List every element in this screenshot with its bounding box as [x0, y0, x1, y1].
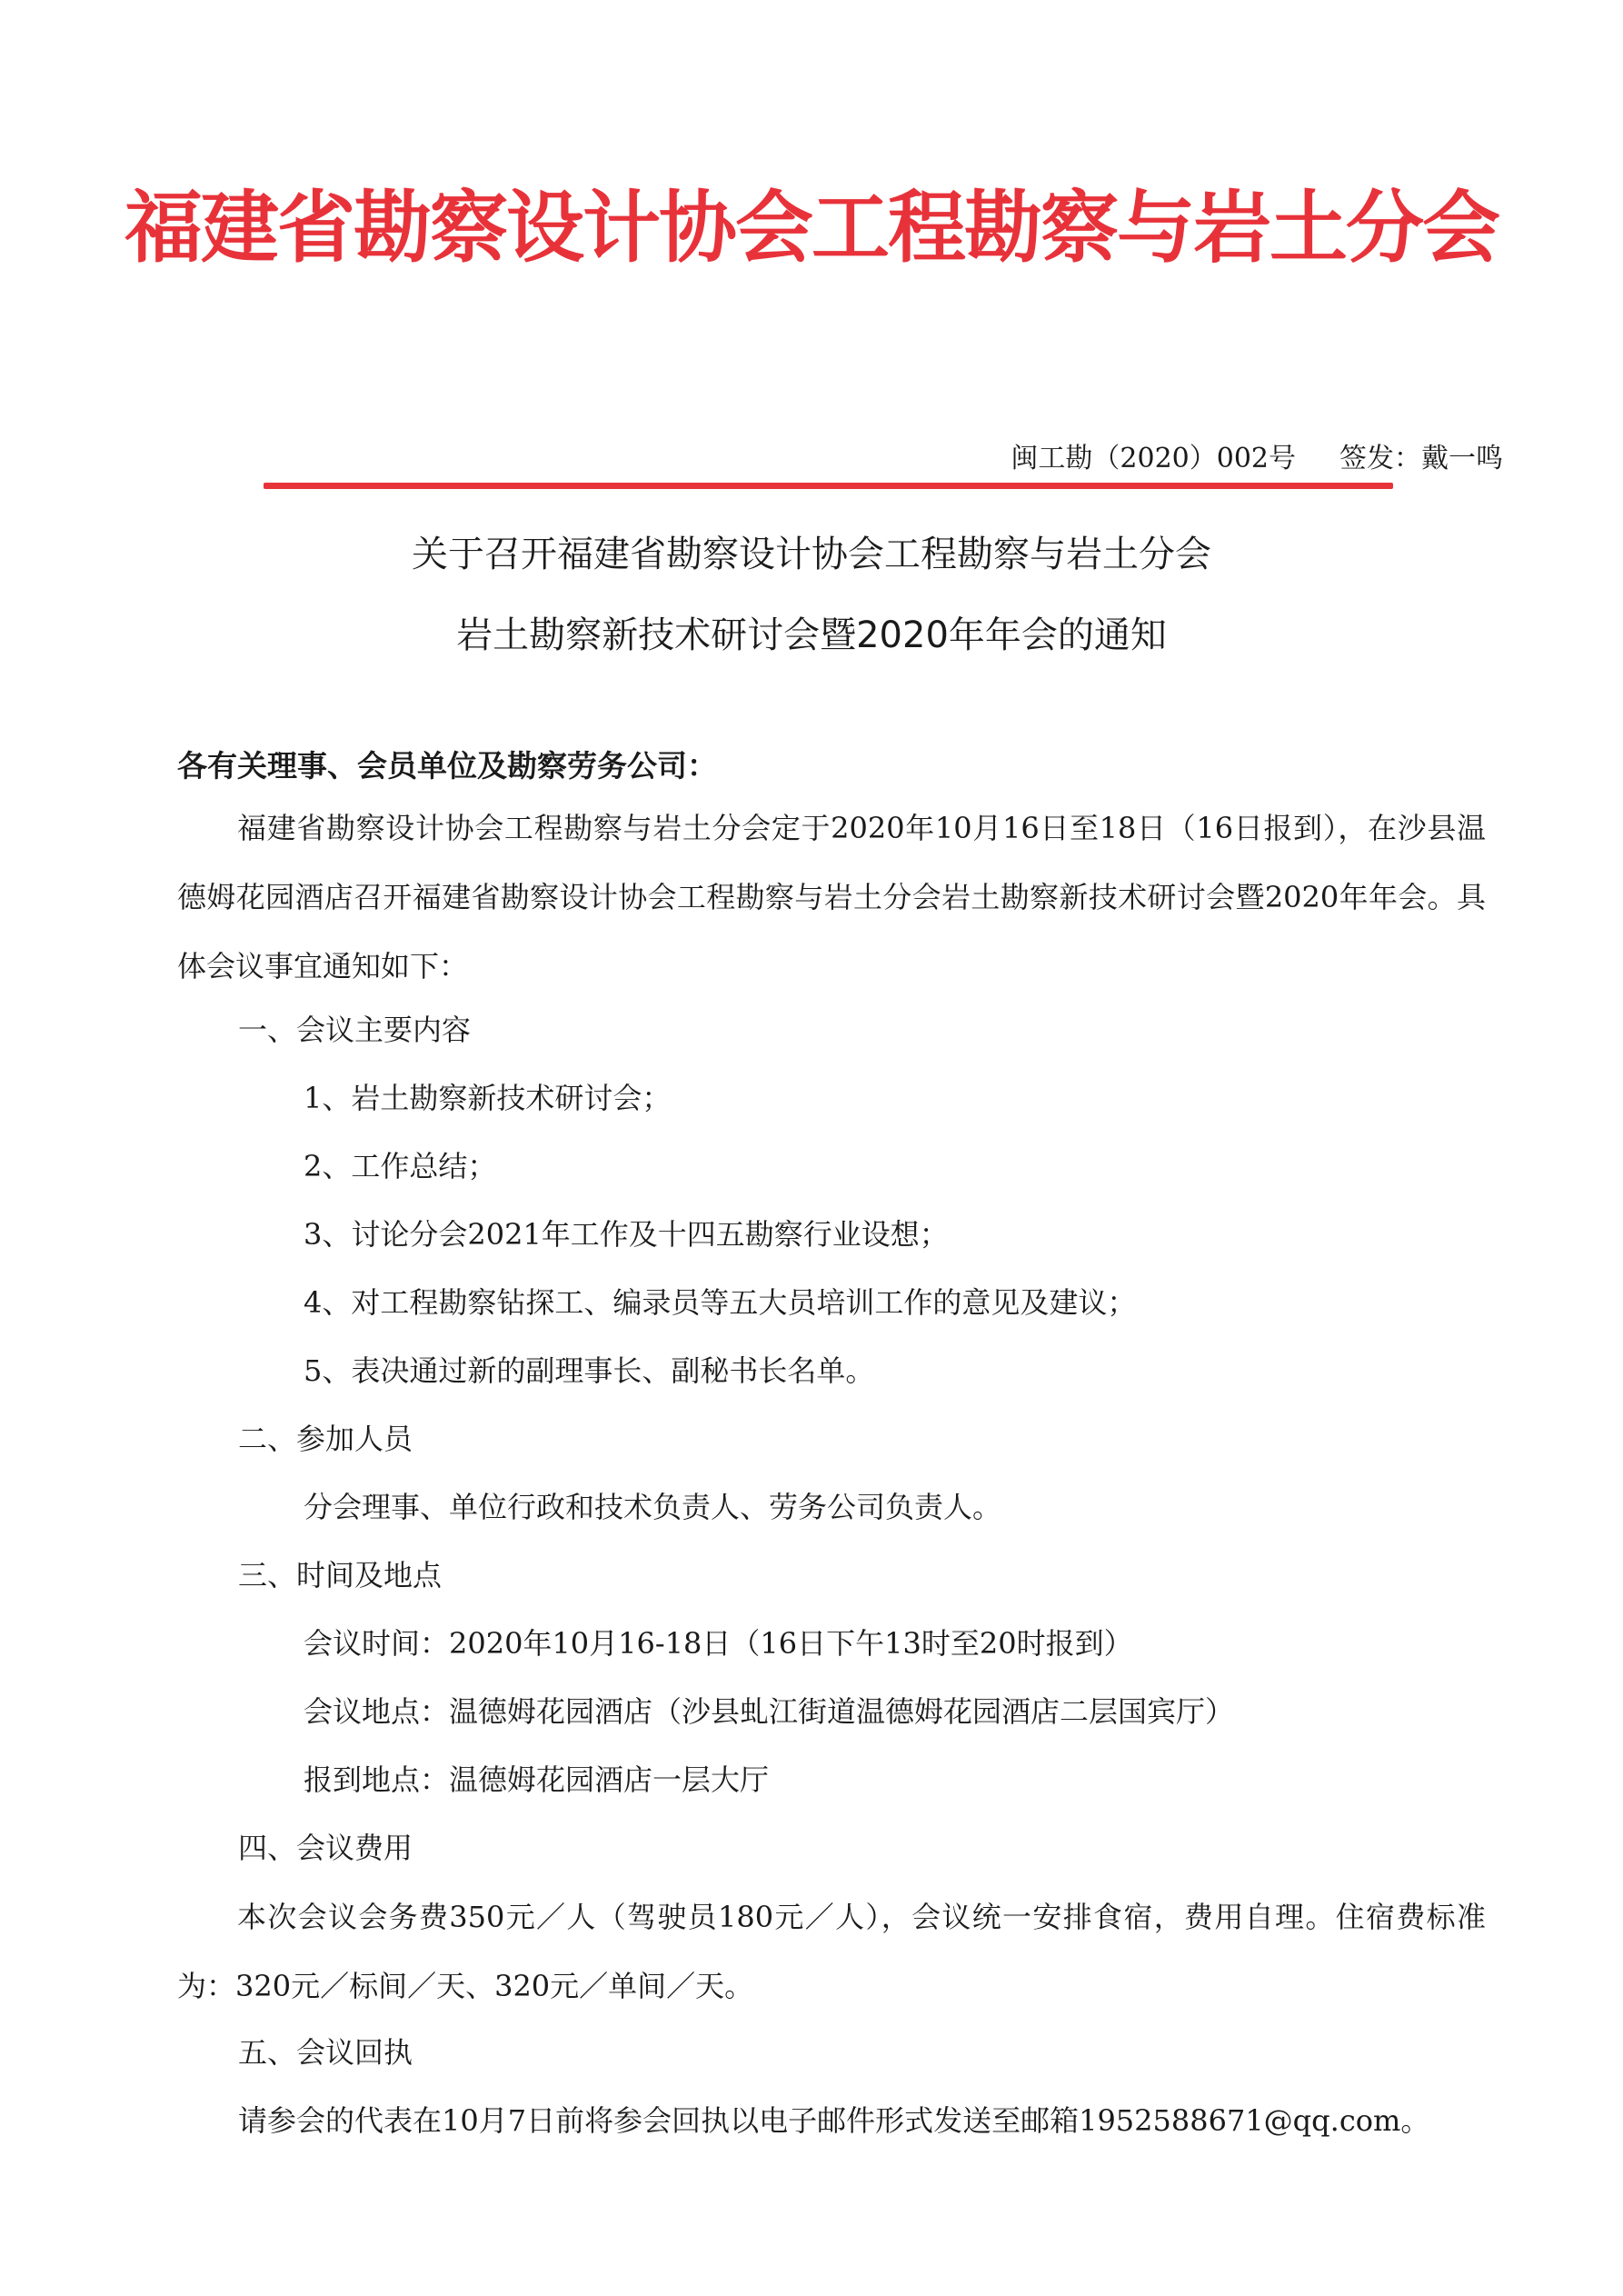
red-divider — [264, 483, 1393, 489]
doc-number-line — [1011, 439, 1503, 479]
registration-venue: 报到地点：温德姆花园酒店一层大厅 — [304, 1762, 770, 1797]
list-item: 4、对工程勘察钻探工、编录员等五大员培训工作的意见及建议； — [304, 1285, 1137, 1320]
list-item: 5、表决通过新的副理事长、副秘书长名单。 — [304, 1353, 875, 1388]
fee-paragraph: 本次会议会务费350元／人（驾驶员180元／人），会议统一安排食宿，费用自理。住宿费标准为：320元／标间／天、320元／单间／天。 — [177, 1900, 1486, 2003]
salutation: 各有关理事、会员单位及勘察劳务公司： — [177, 748, 717, 784]
section-heading-2: 二、参加人员 — [238, 1422, 413, 1456]
section-heading-1: 一、会议主要内容 — [238, 1013, 472, 1047]
intro-paragraph: 福建省勘察设计协会工程勘察与岩土分会定于2020年10月16日至18日（16日报到），在沙县温德姆花园酒店召开福建省勘察设计协会工程勘察与岩土分会岩土勘察新技术研讨会暨2020年年会。具体会议事宜通知如下： — [177, 811, 1486, 983]
signer: 签发：戴一鸣 — [1339, 443, 1503, 474]
meeting-venue: 会议地点：温德姆花园酒店（沙县虬江街道温德姆花园酒店二层国宾厅） — [304, 1694, 1235, 1729]
section-heading-5: 五、会议回执 — [238, 2035, 413, 2070]
list-item: 1、岩土勘察新技术研讨会； — [304, 1081, 672, 1115]
section-heading-3: 三、时间及地点 — [238, 1558, 443, 1592]
doc-title-line-1: 关于召开福建省勘察设计协会工程勘察与岩土分会 — [412, 534, 1211, 575]
participants-text: 分会理事、单位行政和技术负责人、劳务公司负责人。 — [304, 1490, 1002, 1524]
doc-number: 闽工勘（2020）002号 — [1011, 443, 1296, 474]
org-header: 福建省勘察设计协会工程勘察与岩土分会 — [124, 183, 1499, 274]
section-heading-4: 四、会议费用 — [238, 1831, 413, 1865]
reply-instructions: 请参会的代表在10月7日前将参会回执以电子邮件形式发送至邮箱1952588671@qq.com。 — [238, 2103, 1430, 2138]
doc-title-line-2: 岩土勘察新技术研讨会暨2020年年会的通知 — [456, 614, 1167, 656]
list-item: 3、讨论分会2021年工作及十四五勘察行业设想； — [304, 1217, 949, 1252]
meeting-time: 会议时间：2020年10月16-18日（16日下午13时至20时报到） — [304, 1626, 1133, 1661]
list-item: 2、工作总结； — [304, 1149, 497, 1183]
